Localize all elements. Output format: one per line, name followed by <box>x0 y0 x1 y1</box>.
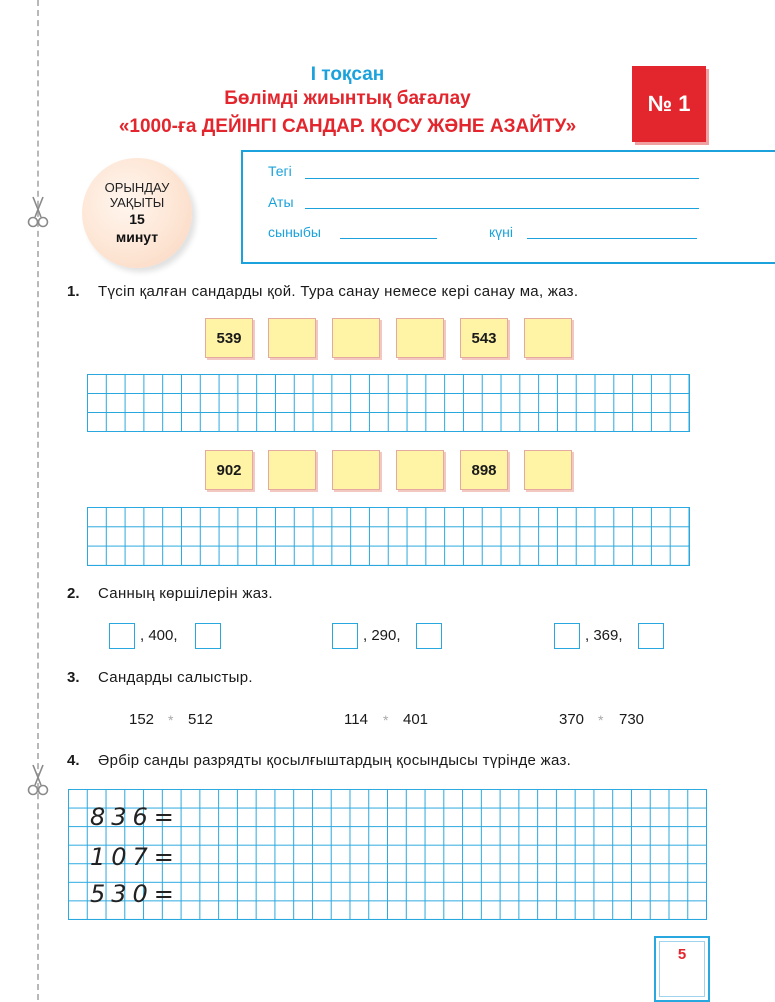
sequence-answer-box[interactable] <box>396 318 444 358</box>
class-field[interactable] <box>340 238 437 239</box>
sequence-answer-box[interactable] <box>524 450 572 490</box>
sequence-box: 898 <box>460 450 508 490</box>
name-label: Аты <box>268 194 294 210</box>
surname-label: Тегі <box>268 163 292 179</box>
compare-sign-placeholder[interactable]: * <box>168 712 174 728</box>
time-limit-badge <box>82 158 192 268</box>
sequence-answer-box[interactable] <box>268 450 316 490</box>
task3-text: Сандарды салыстыр. <box>98 669 253 686</box>
surname-field[interactable] <box>305 178 699 179</box>
assessment-number-badge: № 1 <box>632 66 706 142</box>
neighbor-input-left[interactable] <box>554 623 580 649</box>
compare-right: 512 <box>188 711 214 728</box>
neighbor-input-right[interactable] <box>416 623 442 649</box>
scissors-icon <box>25 195 51 229</box>
sequence-answer-box[interactable] <box>332 450 380 490</box>
answer-grid-1[interactable] <box>87 374 690 432</box>
answer-grid-2[interactable] <box>87 507 690 566</box>
page-number-box <box>654 936 710 1002</box>
scissors-icon <box>25 763 51 797</box>
handwritten-expression: 530= <box>90 880 180 908</box>
handwritten-expression: 836= <box>90 803 180 831</box>
topic-title: «1000-ға ДЕЙІНГІ САНДАР. ҚОСУ ЖӘНЕ АЗАЙТУ» <box>118 116 577 137</box>
compare-right: 401 <box>403 711 429 728</box>
task3-number: 3. <box>67 669 80 686</box>
class-label: сыныбы <box>268 224 321 240</box>
page-number: 5 <box>677 946 687 963</box>
compare-right: 730 <box>619 711 645 728</box>
task2-number: 2. <box>67 585 80 602</box>
neighbor-input-left[interactable] <box>109 623 135 649</box>
task1-text: Түсіп қалған сандарды қой. Тура санау немесе кері санау ма, жаз. <box>98 283 579 300</box>
task4-text: Әрбір санды разрядты қосылғыштардың қосындысы түрінде жаз. <box>98 752 572 769</box>
time-unit: минут <box>115 229 159 245</box>
sequence-box: 902 <box>205 450 253 490</box>
compare-left: 152 <box>129 711 155 728</box>
neighbor-input-left[interactable] <box>332 623 358 649</box>
task2-text: Санның көршілерін жаз. <box>98 585 273 602</box>
sequence-answer-box[interactable] <box>524 318 572 358</box>
sequence-answer-box[interactable] <box>396 450 444 490</box>
time-value: 15 <box>129 211 145 227</box>
time-label-line2: УАҚЫТЫ <box>109 195 165 210</box>
neighbor-number: , 400, <box>140 627 178 644</box>
date-label: күні <box>489 224 513 240</box>
sequence-box: 539 <box>205 318 253 358</box>
date-field[interactable] <box>527 238 697 239</box>
quarter-title: І тоқсан <box>310 64 385 85</box>
time-label-line1: ОРЫНДАУ <box>104 180 170 195</box>
neighbor-input-right[interactable] <box>638 623 664 649</box>
compare-sign-placeholder[interactable]: * <box>383 712 389 728</box>
compare-sign-placeholder[interactable]: * <box>598 712 604 728</box>
sequence-answer-box[interactable] <box>332 318 380 358</box>
task1-number: 1. <box>67 283 80 300</box>
cut-line <box>37 0 39 1000</box>
neighbor-number: , 290, <box>363 627 401 644</box>
compare-left: 114 <box>344 711 368 728</box>
task4-number: 4. <box>67 752 80 769</box>
student-info-box <box>241 150 775 264</box>
compare-left: 370 <box>559 711 585 728</box>
handwritten-expression: 107= <box>90 843 180 871</box>
neighbor-input-right[interactable] <box>195 623 221 649</box>
sequence-answer-box[interactable] <box>268 318 316 358</box>
neighbor-number: , 369, <box>585 627 623 644</box>
assessment-title: Бөлімді жиынтық бағалау <box>224 88 471 109</box>
name-field[interactable] <box>305 208 699 209</box>
sequence-box: 543 <box>460 318 508 358</box>
